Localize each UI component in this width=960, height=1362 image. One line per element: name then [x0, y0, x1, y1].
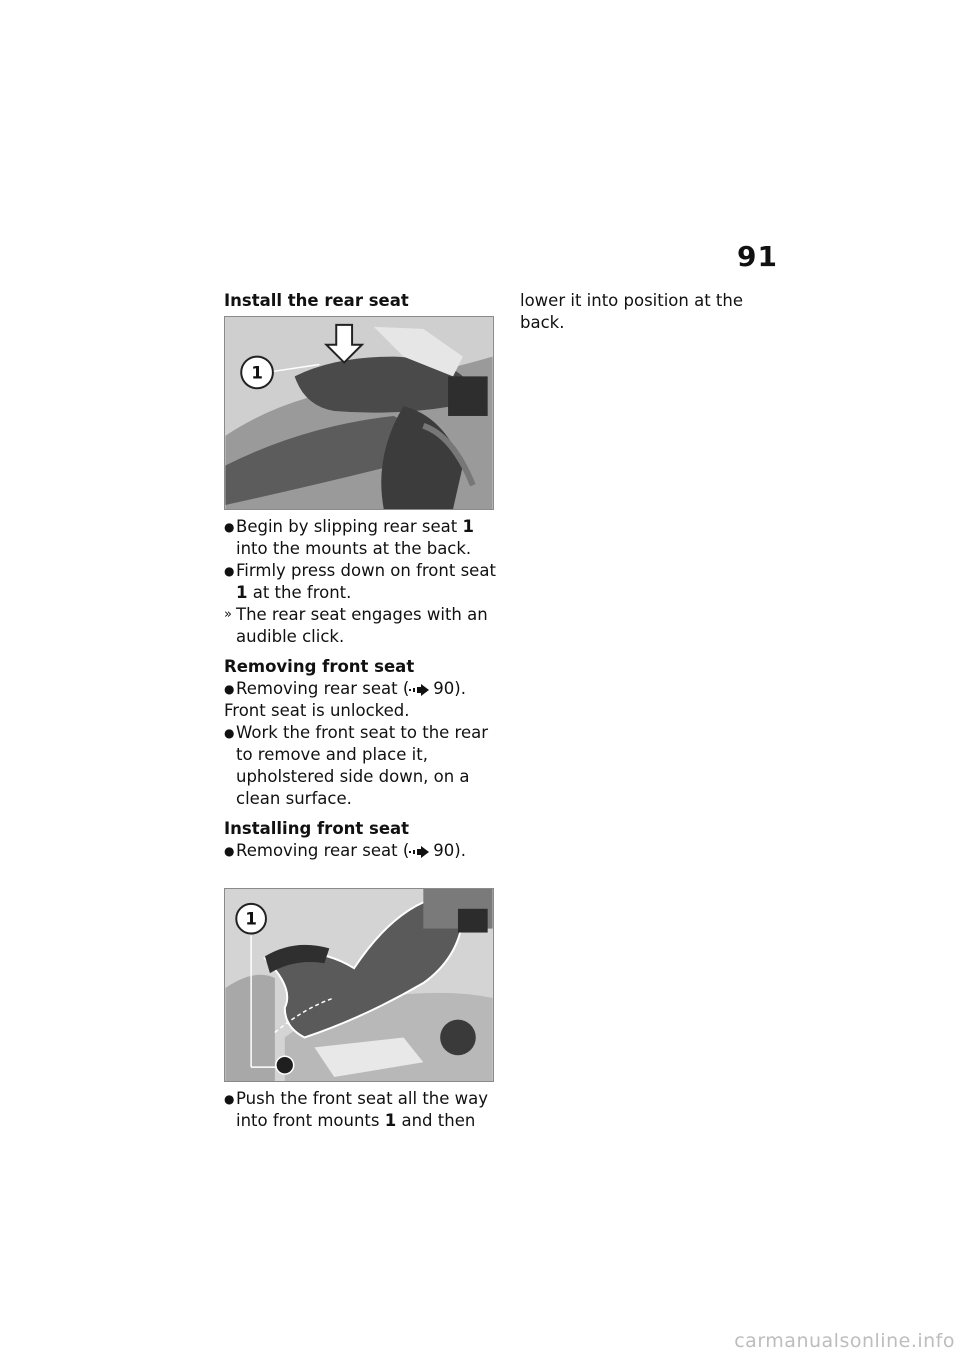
step-text: Removing rear seat (	[236, 841, 410, 860]
step-bullet	[224, 560, 496, 604]
rear-seat-illustration	[225, 317, 493, 509]
result-text: The rear seat engages with an audible click.	[236, 605, 488, 646]
right-column	[520, 290, 780, 334]
step-result	[224, 604, 496, 648]
step-text: Begin by slipping rear seat	[236, 517, 458, 536]
step-text: and then	[401, 1111, 476, 1130]
state-line: Front seat is unlocked.	[224, 701, 410, 720]
step-text: at the front.	[252, 583, 352, 602]
heading-removing-front-seat: Removing front seat	[224, 657, 415, 676]
step-bullet	[224, 1088, 496, 1132]
bullet-dot-icon: ●	[224, 726, 235, 740]
heading-install-rear-seat: Install the rear seat	[224, 291, 409, 310]
bullet-dot-icon: ●	[224, 520, 235, 534]
step-text: Firmly press down on front seat	[236, 561, 496, 580]
step-text: Removing rear seat (	[236, 679, 410, 698]
step-bullet	[224, 516, 496, 560]
callout-ref: 1	[236, 583, 248, 602]
front-seat-illustration	[225, 889, 493, 1081]
page-reference-arrow-icon[interactable]	[409, 684, 431, 696]
callout-label: 1	[251, 362, 263, 383]
step-text: Work the front seat to the rear to remove and place it, upholstered side down, on a clean surface.	[236, 723, 489, 808]
step-text: Push the front seat all the way into front mounts	[236, 1089, 489, 1130]
watermark: carmanualsonline.info	[734, 1330, 955, 1352]
step-reference	[224, 678, 496, 700]
heading-installing-front-seat: Installing front seat	[224, 819, 410, 838]
bullet-dot-icon: ●	[224, 682, 235, 696]
left-column	[224, 290, 496, 1132]
step-reference	[224, 840, 496, 862]
page-reference-arrow-icon[interactable]	[409, 846, 431, 858]
page-number: 91	[737, 240, 778, 273]
callout-ref: 1	[462, 517, 474, 536]
reference-page[interactable]: 90).	[433, 679, 466, 698]
step-bullet	[224, 722, 496, 810]
reference-page[interactable]: 90).	[433, 841, 466, 860]
bullet-dot-icon: ●	[224, 564, 235, 578]
bullet-dot-icon: ●	[224, 844, 235, 858]
callout-label: 1	[245, 908, 257, 929]
step-text: into the mounts at the back.	[236, 539, 472, 558]
bullet-dot-icon: ●	[224, 1092, 235, 1106]
figure-front-seat	[224, 888, 494, 1082]
figure-rear-seat	[224, 316, 494, 510]
callout-ref: 1	[384, 1111, 397, 1130]
continuation-text: lower it into position at the back.	[520, 291, 744, 332]
result-chevron-icon: »	[224, 607, 232, 622]
